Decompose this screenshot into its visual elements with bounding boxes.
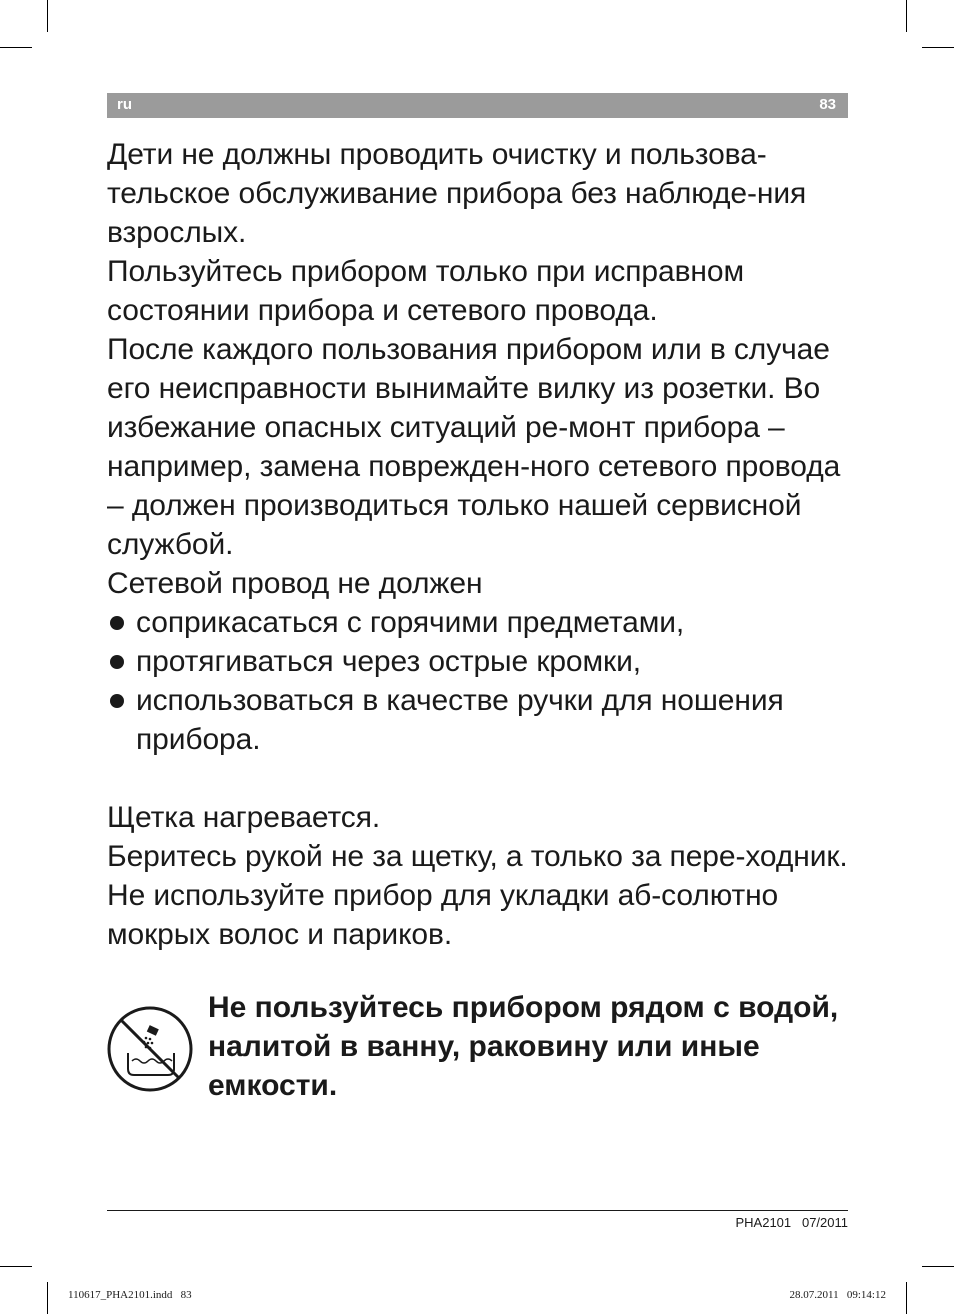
bullet-icon bbox=[110, 616, 124, 630]
crop-mark bbox=[906, 1282, 907, 1314]
paragraph-hold-adapter: Беритесь рукой не за щетку, а только за пере-ходник. Не используйте прибор для укладки аб-солютно мокрых волос и париков. bbox=[107, 840, 848, 951]
list-item: протягиваться через острые кромки, bbox=[107, 642, 852, 681]
crop-mark bbox=[47, 0, 48, 32]
page-number: 83 bbox=[819, 96, 836, 113]
cord-bullet-list bbox=[107, 603, 852, 759]
paragraph-children-cleaning: Дети не должны проводить очистку и пользова-тельское обслуживание прибора без наблюде-ния взрослых. bbox=[107, 138, 807, 249]
list-item: использоваться в качестве ручки для ношения прибора. bbox=[107, 681, 852, 759]
crop-mark bbox=[0, 1266, 32, 1267]
no-water-icon bbox=[106, 1005, 194, 1093]
paragraph-unplug-repair: После каждого пользования прибором или в случае его неисправности вынимайте вилку из розетки. Во избежание опасных ситуаций ре-монт прибора – например, замена поврежден-ного сетевого провода – должен производиться только нашей сервисной службой. bbox=[107, 333, 841, 561]
crop-mark bbox=[47, 1282, 48, 1314]
crop-mark bbox=[0, 47, 32, 48]
bullet-icon bbox=[110, 694, 124, 708]
list-item: соприкасаться с горячими предметами, bbox=[107, 603, 852, 642]
bullet-icon bbox=[110, 655, 124, 669]
body-text bbox=[107, 135, 852, 954]
language-code: ru bbox=[117, 96, 132, 113]
print-slug-file: 110617_PHA2101.indd 83 bbox=[68, 1289, 192, 1301]
footer-divider bbox=[107, 1210, 848, 1211]
page-header-bar bbox=[107, 93, 848, 118]
paragraph-use-condition: Пользуйтесь прибором только при исправном состоянии прибора и сетевого провода. bbox=[107, 255, 744, 327]
paragraph-brush-hot: Щетка нагревается. bbox=[107, 801, 381, 834]
water-warning-text: Не пользуйтесь прибором рядом с водой, налитой в ванну, раковину или иные емкости. bbox=[208, 991, 839, 1102]
crop-mark bbox=[922, 47, 954, 48]
crop-mark bbox=[906, 0, 907, 32]
print-slug-timestamp: 28.07.2011 09:14:12 bbox=[789, 1289, 886, 1301]
paragraph-cord-intro: Сетевой провод не должен bbox=[107, 567, 483, 600]
model-date-code: PHA2101 07/2011 bbox=[735, 1215, 848, 1230]
crop-mark bbox=[922, 1266, 954, 1267]
